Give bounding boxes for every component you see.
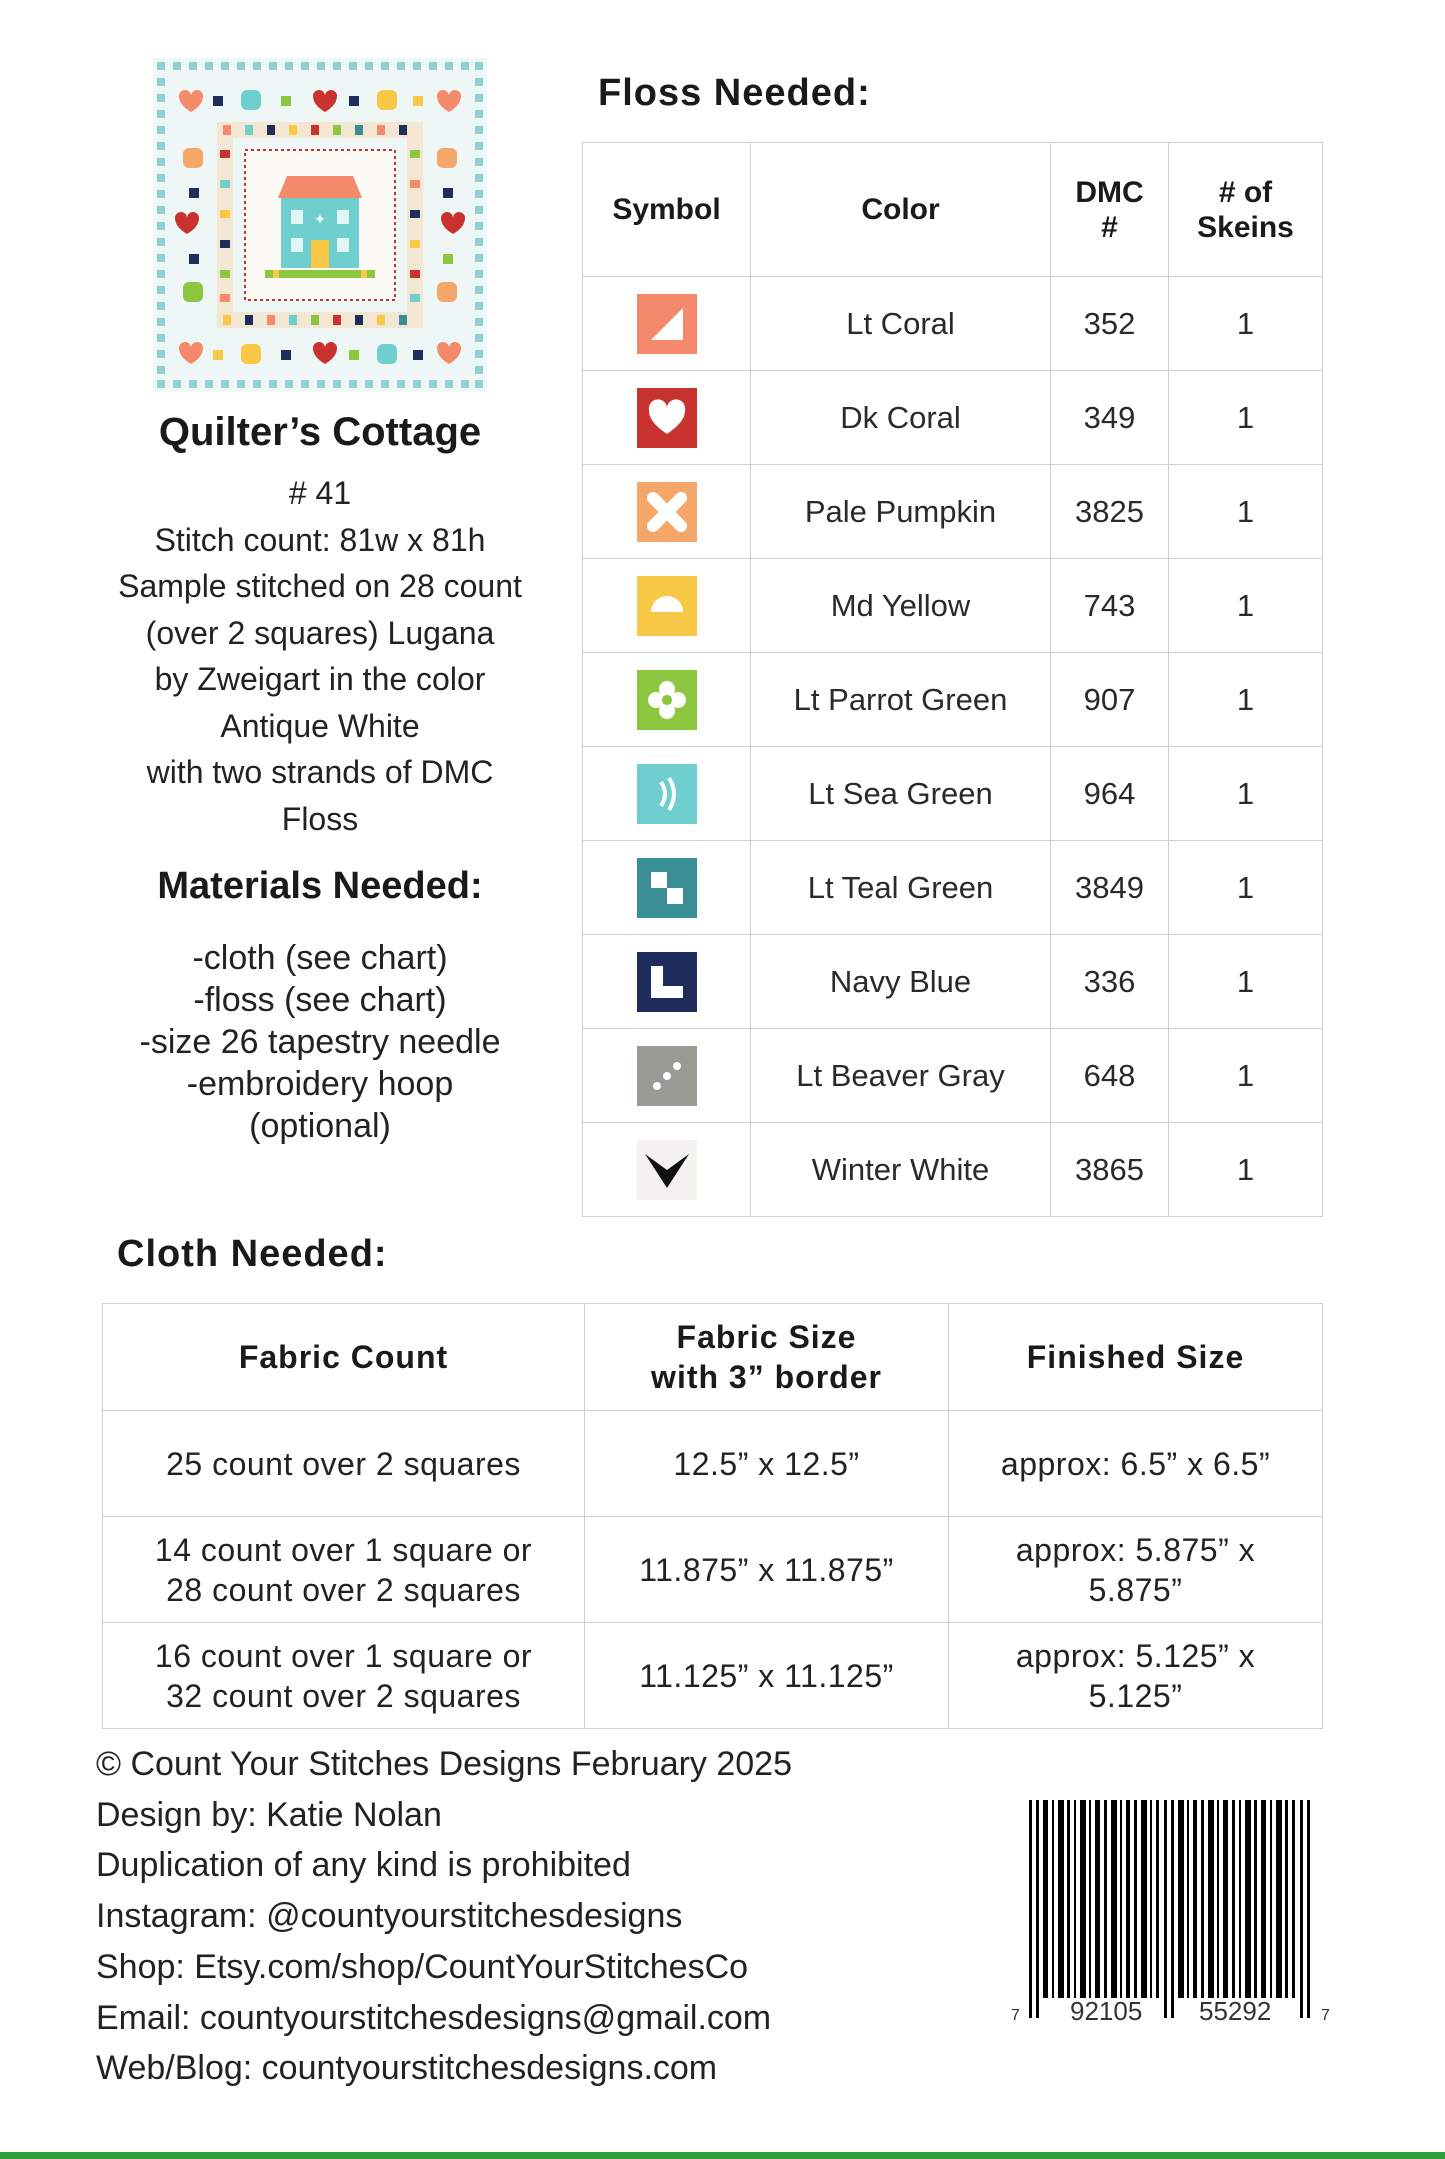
materials-list: [80, 937, 560, 1147]
floss-skein-count: 1: [1169, 1029, 1323, 1123]
floss-header-skeins: # of Skeins: [1169, 143, 1323, 277]
floss-skein-count: 1: [1169, 935, 1323, 1029]
table-row: [583, 371, 1323, 465]
table-row: [103, 1517, 1323, 1623]
table-row: [583, 465, 1323, 559]
floss-skein-count: 1: [1169, 747, 1323, 841]
floss-dmc-number: 349: [1051, 371, 1169, 465]
shop-line: Shop: Etsy.com/shop/CountYourStitchesCo: [96, 1947, 749, 1986]
email-line: Email: countyourstitchesdesigns@gmail.com: [96, 1998, 772, 2037]
web-line: Web/Blog: countyourstitchesdesigns.com: [96, 2049, 718, 2088]
floss-color-name: Lt Parrot Green: [751, 653, 1051, 747]
design-title: Quilter’s Cottage: [158, 410, 482, 454]
cloth-finished-size: approx: 5.875” x 5.875”: [949, 1517, 1323, 1623]
floss-color-name: Pale Pumpkin: [751, 465, 1051, 559]
cloth-header-size: Fabric Size with 3” border: [585, 1304, 949, 1411]
floss-dmc-number: 743: [1051, 559, 1169, 653]
table-row: [583, 559, 1323, 653]
cloth-fabric-count: 14 count over 1 square or 28 count over 2 squares: [103, 1517, 585, 1623]
floss-skein-count: 1: [1169, 559, 1323, 653]
cloth-table: [102, 1303, 1323, 1729]
design-detail-line: Antique White: [220, 707, 420, 744]
floss-skein-count: 1: [1169, 277, 1323, 371]
design-details: [80, 470, 560, 842]
materials-item: -cloth (see chart): [192, 939, 448, 977]
floss-table: [582, 142, 1323, 1217]
l-shape-icon: [637, 952, 697, 1012]
triangle-icon: [637, 294, 697, 354]
barcode-group-2: 55292: [1199, 1996, 1272, 2026]
table-row: [583, 277, 1323, 371]
floss-skein-count: 1: [1169, 465, 1323, 559]
chevron-down-icon: [637, 1140, 697, 1200]
floss-color-name: Lt Teal Green: [751, 841, 1051, 935]
table-row: [583, 935, 1323, 1029]
wave-icon: [637, 764, 697, 824]
design-detail-line: (over 2 squares) Lugana: [145, 614, 495, 651]
floss-color-name: Navy Blue: [751, 935, 1051, 1029]
floss-header-color: Color: [751, 143, 1051, 277]
cloth-fabric-size: 11.125” x 11.125”: [585, 1623, 949, 1729]
heart-icon: [637, 388, 697, 448]
floss-color-name: Winter White: [751, 1123, 1051, 1217]
cloth-finished-size: approx: 5.125” x 5.125”: [949, 1623, 1323, 1729]
cloth-fabric-size: 12.5” x 12.5”: [585, 1411, 949, 1517]
x-cross-icon: [637, 482, 697, 542]
floss-dmc-number: 648: [1051, 1029, 1169, 1123]
table-row: [583, 841, 1323, 935]
cloth-header-count: Fabric Count: [103, 1304, 585, 1411]
floss-dmc-number: 352: [1051, 277, 1169, 371]
designer-line: Design by: Katie Nolan: [96, 1795, 442, 1834]
floss-dmc-number: 907: [1051, 653, 1169, 747]
floss-dmc-number: 3849: [1051, 841, 1169, 935]
floss-dmc-number: 3825: [1051, 465, 1169, 559]
floss-skein-count: 1: [1169, 653, 1323, 747]
floss-dmc-number: 336: [1051, 935, 1169, 1029]
cottage-icon: [265, 176, 375, 278]
materials-item: (optional): [249, 1107, 391, 1145]
bottom-stripe: [0, 2152, 1445, 2159]
materials-heading: Materials Needed:: [157, 865, 483, 907]
footer-info: [96, 1739, 792, 2094]
instagram-line: Instagram: @countyourstitchesdesigns: [96, 1897, 683, 1936]
flower-icon: [637, 670, 697, 730]
barcode-group-1: 92105: [1070, 1996, 1143, 2026]
floss-skein-count: 1: [1169, 841, 1323, 935]
floss-dmc-number: 3865: [1051, 1123, 1169, 1217]
floss-color-name: Lt Beaver Gray: [751, 1029, 1051, 1123]
design-detail-line: by Zweigart in the color: [154, 661, 486, 697]
design-preview-image: [153, 58, 487, 392]
design-detail-line: Floss: [281, 800, 359, 837]
floss-header-symbol: Symbol: [583, 143, 751, 277]
half-circle-icon: [637, 576, 697, 636]
cloth-header-finished: Finished Size: [949, 1304, 1323, 1411]
squares-icon: [637, 858, 697, 918]
floss-skein-count: 1: [1169, 371, 1323, 465]
floss-color-name: Md Yellow: [751, 559, 1051, 653]
copyright-line: © Count Your Stitches Designs February 2025: [96, 1745, 793, 1783]
design-detail-line: Stitch count: 81w x 81h: [154, 521, 486, 558]
floss-header-dmc: DMC #: [1051, 143, 1169, 277]
table-row: [583, 653, 1323, 747]
design-number: # 41: [288, 475, 352, 511]
cloth-fabric-count: 16 count over 1 square or 32 count over 2 squares: [103, 1623, 585, 1729]
svg-text:✦: ✦: [314, 212, 326, 228]
table-row: [583, 1029, 1323, 1123]
design-detail-line: with two strands of DMC: [146, 754, 494, 790]
materials-item: -embroidery hoop: [186, 1065, 454, 1103]
floss-dmc-number: 964: [1051, 747, 1169, 841]
barcode-left-digit: 7: [1011, 2007, 1020, 2024]
cloth-fabric-size: 11.875” x 11.875”: [585, 1517, 949, 1623]
floss-color-name: Lt Coral: [751, 277, 1051, 371]
table-row: [103, 1411, 1323, 1517]
table-row: [583, 747, 1323, 841]
barcode: [1007, 1798, 1337, 2038]
materials-item: -floss (see chart): [193, 981, 447, 1019]
floss-color-name: Lt Sea Green: [751, 747, 1051, 841]
floss-color-name: Dk Coral: [751, 371, 1051, 465]
duplication-notice: Duplication of any kind is prohibited: [96, 1846, 631, 1885]
cloth-heading: Cloth Needed:: [117, 1233, 388, 1275]
dots-icon: [637, 1046, 697, 1106]
materials-item: -size 26 tapestry needle: [139, 1023, 501, 1061]
cloth-fabric-count: 25 count over 2 squares: [103, 1411, 585, 1517]
barcode-bars: [1029, 1800, 1310, 2018]
floss-header-row: [583, 143, 1323, 277]
table-row: [103, 1623, 1323, 1729]
barcode-right-digit: 7: [1321, 2007, 1330, 2024]
cloth-finished-size: approx: 6.5” x 6.5”: [949, 1411, 1323, 1517]
table-row: [583, 1123, 1323, 1217]
floss-heading: Floss Needed:: [598, 72, 871, 114]
cloth-header-row: [103, 1304, 1323, 1411]
design-detail-line: Sample stitched on 28 count: [118, 568, 522, 604]
floss-skein-count: 1: [1169, 1123, 1323, 1217]
